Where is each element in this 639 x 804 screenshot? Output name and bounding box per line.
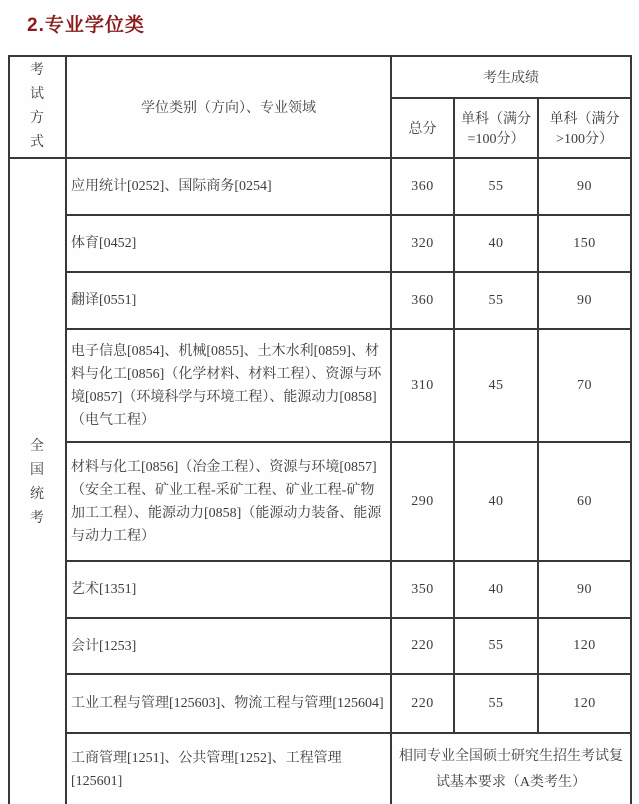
header-exam-method-label: 考试方式 [30,63,45,150]
category-cell: 体育[0452] [66,215,391,272]
table-row [9,618,631,674]
category-cell: 电子信息[0854]、机械[0855]、土木水利[0859]、材料与化工[0856]（化学材料、材料工程）、资源与环境[0857]（环境科学与环境工程）、能源动力[0858]（电气工程） [66,329,391,442]
table-row [9,215,631,272]
header-single-subject-gt100: 单科（满分>100分） [538,98,631,158]
header-row-1 [9,56,631,98]
header-total-score: 总分 [391,98,454,158]
page-title: 2.专业学位类 [27,15,145,36]
single-gt100-cell: 90 [538,158,631,215]
table-row [9,272,631,329]
exam-method-value-label: 全国统考 [30,438,45,526]
single-gt100-cell: 120 [538,618,631,674]
single-eq100-cell: 55 [454,158,538,215]
category-cell: 翻译[0551] [66,272,391,329]
category-cell: 艺术[1351] [66,561,391,618]
single-eq100-cell: 45 [454,329,538,442]
category-cell: 会计[1253] [66,618,391,674]
table-row [9,329,631,442]
table-row [9,442,631,561]
header-single-subject-eq100: 单科（满分=100分） [454,98,538,158]
total-score-cell: 360 [391,158,454,215]
single-eq100-cell: 40 [454,561,538,618]
exam-method-value [9,158,66,804]
total-score-cell: 290 [391,442,454,561]
category-cell: 应用统计[0252]、国际商务[0254] [66,158,391,215]
single-gt100-cell: 120 [538,674,631,733]
single-gt100-cell: 150 [538,215,631,272]
single-gt100-cell: 60 [538,442,631,561]
single-eq100-cell: 40 [454,442,538,561]
single-gt100-cell: 90 [538,561,631,618]
note-cell: 相同专业全国硕士研究生招生考试复试基本要求（A类考生） [391,733,631,804]
total-score-cell: 310 [391,329,454,442]
single-gt100-cell: 90 [538,272,631,329]
table-row [9,561,631,618]
category-cell: 工商管理[1251]、公共管理[1252]、工程管理[125601] [66,733,391,804]
table-row [9,733,631,804]
header-degree-category: 学位类别（方向）、专业领域 [66,56,391,158]
total-score-cell: 350 [391,561,454,618]
table-row [9,158,631,215]
single-eq100-cell: 40 [454,215,538,272]
total-score-cell: 220 [391,674,454,733]
score-requirements-table [8,55,632,804]
table-row [9,674,631,733]
total-score-cell: 360 [391,272,454,329]
total-score-cell: 220 [391,618,454,674]
total-score-cell: 320 [391,215,454,272]
header-exam-method [9,56,66,158]
category-cell: 材料与化工[0856]（冶金工程）、资源与环境[0857]（安全工程、矿业工程-采矿工程、矿业工程-矿物加工工程）、能源动力[0858]（能源动力装备、能源与动力工程） [66,442,391,561]
single-gt100-cell: 70 [538,329,631,442]
header-candidate-score: 考生成绩 [391,56,631,98]
category-cell: 工业工程与管理[125603]、物流工程与管理[125604] [66,674,391,733]
single-eq100-cell: 55 [454,674,538,733]
single-eq100-cell: 55 [454,618,538,674]
single-eq100-cell: 55 [454,272,538,329]
